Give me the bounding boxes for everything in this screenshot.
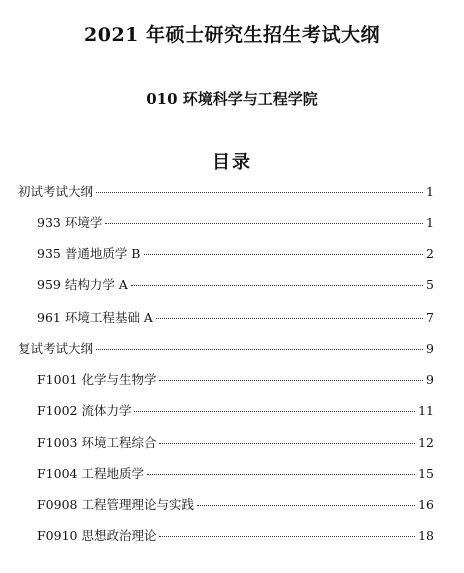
toc-entry-961[interactable] bbox=[37, 310, 434, 326]
toc-entry-f1003[interactable] bbox=[37, 435, 434, 451]
dot-leader bbox=[134, 411, 415, 412]
toc-entry-959[interactable] bbox=[37, 277, 434, 293]
toc-entry-page: 12 bbox=[418, 435, 434, 450]
toc-entry-label: F1001 化学与生物学 bbox=[37, 372, 157, 387]
dot-leader bbox=[197, 505, 415, 506]
toc-entry-label: 961 环境工程基础 A bbox=[37, 310, 153, 325]
dot-leader bbox=[96, 349, 423, 350]
toc-entry-label: F1002 流体力学 bbox=[37, 403, 132, 418]
toc-entry-f0910[interactable] bbox=[37, 528, 434, 544]
toc-entry-page: 16 bbox=[418, 497, 434, 512]
toc-entry-page: 18 bbox=[418, 528, 434, 543]
toc-entry-label: 初试考试大纲 bbox=[18, 184, 94, 199]
toc-entry-preliminary-exam[interactable] bbox=[18, 184, 434, 200]
toc-entry-page: 2 bbox=[426, 246, 434, 261]
document-title: 2021 年硕士研究生招生考试大纲 bbox=[84, 24, 380, 46]
dot-leader bbox=[147, 474, 415, 475]
toc-entry-page: 9 bbox=[426, 341, 434, 356]
toc-entry-retest-exam[interactable] bbox=[18, 341, 434, 357]
toc-entry-label: 933 环境学 bbox=[37, 215, 103, 230]
toc-entry-label: 959 结构力学 A bbox=[37, 277, 128, 292]
toc-entry-page: 1 bbox=[426, 184, 434, 199]
toc-entry-page: 1 bbox=[426, 215, 434, 230]
dot-leader bbox=[131, 285, 423, 286]
toc-entry-label: F0910 思想政治理论 bbox=[37, 528, 157, 543]
toc-heading: 目录 bbox=[212, 152, 252, 173]
school-subtitle: 010 环境科学与工程学院 bbox=[146, 90, 318, 108]
dot-leader bbox=[96, 192, 423, 193]
toc-entry-page: 9 bbox=[426, 372, 434, 387]
toc-entry-page: 5 bbox=[426, 277, 434, 292]
toc-entry-page: 7 bbox=[426, 310, 434, 325]
dot-leader bbox=[159, 443, 415, 444]
dot-leader bbox=[159, 536, 415, 537]
toc-entry-f1004[interactable] bbox=[37, 466, 434, 482]
toc-entry-label: 复试考试大纲 bbox=[18, 341, 94, 356]
dot-leader bbox=[144, 254, 424, 255]
toc-entry-f0908[interactable] bbox=[37, 497, 434, 513]
toc-entry-label: F0908 工程管理理论与实践 bbox=[37, 497, 194, 512]
toc-entry-page: 15 bbox=[418, 466, 434, 481]
toc-entry-label: 935 普通地质学 B bbox=[37, 246, 141, 261]
dot-leader bbox=[159, 380, 423, 381]
toc-entry-f1002[interactable] bbox=[37, 403, 434, 419]
toc-entry-935[interactable] bbox=[37, 246, 434, 262]
toc-entry-label: F1003 环境工程综合 bbox=[37, 435, 157, 450]
dot-leader bbox=[156, 318, 423, 319]
toc-entry-label: F1004 工程地质学 bbox=[37, 466, 144, 481]
toc-entry-933[interactable] bbox=[37, 215, 434, 231]
toc-entry-page: 11 bbox=[418, 403, 434, 418]
toc-entry-f1001[interactable] bbox=[37, 372, 434, 388]
dot-leader bbox=[105, 223, 423, 224]
